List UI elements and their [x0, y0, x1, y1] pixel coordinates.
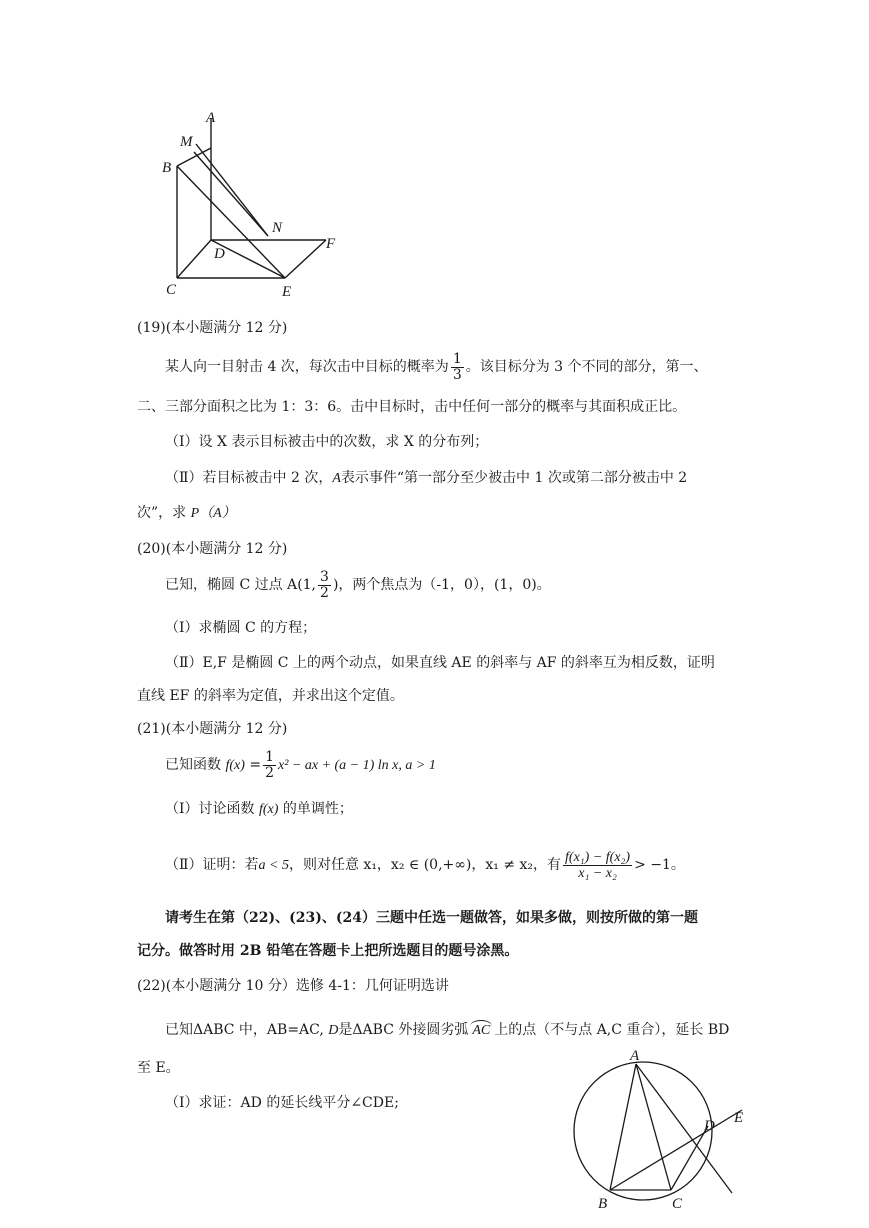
q20-header: (20)(本小题满分 12 分) — [137, 541, 288, 557]
q19-header: (19)(本小题满分 12 分) — [137, 320, 288, 336]
q21-header: (21)(本小题满分 12 分) — [137, 721, 288, 737]
q20-stem — [165, 565, 551, 605]
q20-frac-num: 3 — [320, 568, 329, 585]
q21-fraction — [263, 750, 276, 781]
label-F: F — [326, 236, 336, 252]
segment-AB — [610, 1064, 636, 1190]
q22-part1: （Ⅰ）求证：AD 的延长线平分∠CDE; — [165, 1095, 399, 1111]
q21-part2-cond: a < 5 — [258, 858, 289, 873]
label-A: A — [206, 110, 216, 126]
label-E: E — [282, 284, 292, 298]
q21-part1 — [165, 799, 353, 820]
q20-frac-den: 2 — [320, 584, 329, 601]
q22-stem-a: 已知ΔABC 中，AB=AC, — [165, 1022, 324, 1038]
fig2-label-B: B — [598, 1196, 608, 1212]
edge-CD — [177, 240, 211, 278]
q20-part2-line2: 直线 EF 的斜率为定值，并求出这个定值。 — [137, 688, 404, 704]
label-N: N — [272, 220, 283, 236]
fig2-label-A: A — [630, 1048, 640, 1064]
circumcircle — [574, 1062, 712, 1200]
q20-part2-line1: （Ⅱ）E,F 是椭圆 C 上的两个动点，如果直线 AE 的斜率与 AF 的斜率互为相反数，证明 — [165, 655, 715, 671]
q19-part1: （Ⅰ）设 X 表示目标被击中的次数，求 X 的分布列； — [165, 434, 489, 450]
q22-stem-c: 上的点（不与点 A,C 重合），延长 BD — [494, 1022, 730, 1038]
q21-part2-num: f(x₁) − f(x₂) — [565, 849, 631, 865]
q20-part1: （Ⅰ）求椭圆 C 的方程； — [165, 620, 317, 636]
notice-line2: 记分。做答时用 2B 铅笔在答题卡上把所选题目的题号涂黑。 — [137, 943, 519, 959]
q19-part2-line2 — [137, 503, 236, 524]
q19-stem-a: 某人向一目射击 4 次，每次击中目标的概率为 — [165, 359, 449, 375]
segment-BE — [610, 1110, 742, 1190]
fig2-label-E: E — [734, 1110, 744, 1126]
q22-arc-AC: AC — [470, 1020, 492, 1041]
q21-eq: = — [249, 757, 262, 773]
q21-stem-a: 已知函数 — [165, 757, 221, 773]
q19-fraction — [451, 352, 464, 383]
q19-stem-line1 — [165, 347, 708, 387]
q21-part2 — [165, 843, 685, 888]
label-B: B — [162, 160, 172, 176]
q21-part2-a: （Ⅱ）证明：若 — [165, 857, 259, 873]
q19-frac-num: 1 — [452, 350, 462, 367]
q21-part1-a: （Ⅰ）讨论函数 — [165, 801, 255, 817]
q21-part1-b: 的单调性； — [282, 801, 353, 817]
q20-fraction — [318, 570, 331, 601]
q20-point-open: (1, — [297, 577, 317, 593]
q22-stem-b: 是ΔABC 外接圆劣弧 — [338, 1022, 469, 1038]
q21-frac-den: 2 — [265, 764, 274, 781]
fig2-label-C: C — [672, 1196, 683, 1212]
label-M: M — [180, 134, 193, 150]
q21-part1-fx: f(x) — [258, 802, 279, 817]
q21-part2-c: > −1。 — [634, 857, 685, 873]
geometry-figure-2 — [572, 1048, 772, 1228]
fig2-label-D: D — [704, 1118, 715, 1134]
edge-EF — [285, 240, 326, 278]
label-D: D — [214, 246, 225, 262]
notice-line1: 请考生在第（22)、(23)、(24）三题中任选一题做答，如果多做，则按所做的第一题 — [165, 910, 698, 926]
q20-point-close: ) — [332, 577, 339, 593]
q21-part2-fraction — [563, 850, 632, 881]
q21-part2-den: x₁ − x₂ — [578, 865, 617, 881]
q19-stem-line2: 二、三部分面积之比为 1：3：6。击中目标时，击中任何一部分的概率与其面积成正比。 — [137, 399, 687, 415]
q21-stem — [165, 745, 436, 786]
q21-part2-b: ，则对任意 x₁，x₂ ∈ (0,+∞)，x₁ ≠ x₂，有 — [288, 857, 562, 873]
q19-part2-c: 次”，求 — [137, 505, 187, 521]
q19-stem-b: 。该目标分为 3 个不同的部分，第一、 — [465, 359, 708, 375]
q22-stem-line2: 至 E。 — [137, 1060, 180, 1076]
q21-frac-num: 1 — [265, 748, 274, 765]
q21-fx: f(x) — [225, 758, 245, 773]
q21-rest: x² − ax + (a − 1) ln x, a > 1 — [278, 758, 436, 773]
q20-stem-b: ，两个焦点为（-1，0），(1，0)。 — [338, 577, 551, 593]
q19-frac-den: 3 — [452, 366, 462, 383]
q22-stem-line1 — [165, 1020, 729, 1041]
q19-part2-b: 表示事件“第一部分至少被击中 1 次或第二部分被击中 2 — [340, 470, 688, 486]
geometry-figure-1 — [150, 108, 370, 298]
q22-point-D: D — [328, 1023, 339, 1038]
q19-event-A: A — [332, 471, 341, 486]
edge-BE — [177, 166, 285, 278]
q20-stem-a: 已知，椭圆 C 过点 A — [165, 577, 298, 593]
q22-header: (22)(本小题满分 10 分）选修 4-1：几何证明选讲 — [137, 978, 449, 994]
q19-part2-line1 — [165, 468, 687, 489]
q19-part2-a: （Ⅱ）若目标被击中 2 次， — [165, 470, 333, 486]
segment-AD-extended — [636, 1064, 732, 1193]
label-C: C — [166, 282, 177, 298]
segment-MN-2 — [194, 152, 268, 236]
q19-prob-PA: P（A） — [190, 506, 236, 521]
